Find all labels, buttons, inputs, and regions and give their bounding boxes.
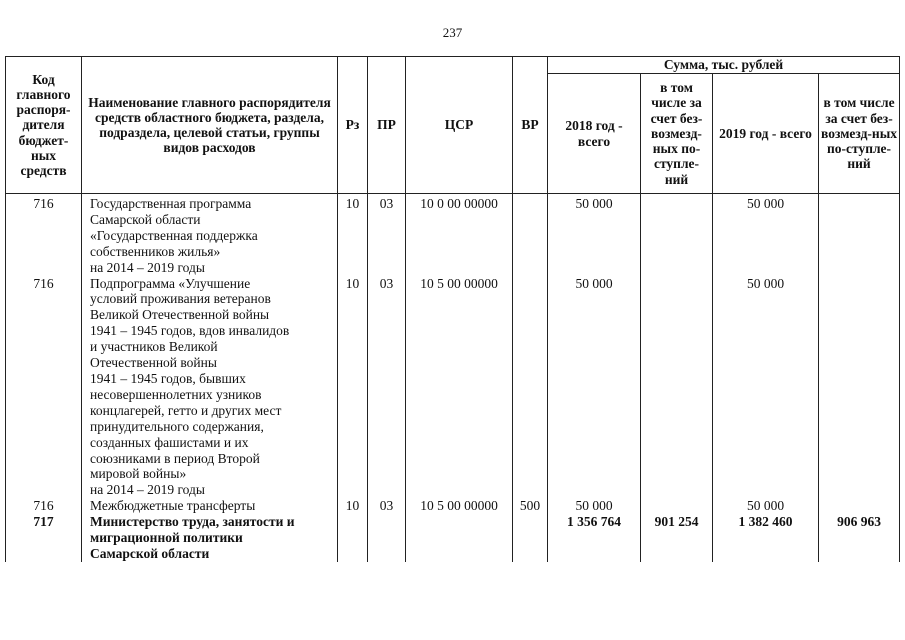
table-header xyxy=(6,57,900,194)
cell-2018-gratis xyxy=(641,194,713,276)
cell-pr: 03 xyxy=(368,498,406,514)
cell-2018-total: 50 000 xyxy=(548,276,641,499)
table-body xyxy=(6,194,900,562)
name-line: концлагерей, гетто и других мест xyxy=(90,402,282,418)
name-line: мировой войны» xyxy=(90,466,187,482)
header-2018-total: 2018 год - всего xyxy=(548,74,641,194)
name-line: на 2014 – 2019 годы xyxy=(90,482,205,498)
name-line: Самарской области xyxy=(90,211,201,227)
cell-name xyxy=(82,276,338,499)
page-number: 237 xyxy=(442,25,463,40)
cell-csr xyxy=(406,514,513,562)
cell-2018-gratis: 901 254 xyxy=(641,514,713,562)
name-line: Государственная программа xyxy=(90,196,252,211)
cell-2019-gratis xyxy=(819,194,900,276)
cell-name xyxy=(82,498,338,514)
cell-code: 716 xyxy=(6,194,82,276)
header-sum-group: Сумма, тыс. рублей xyxy=(548,57,900,74)
header-rz: Рз xyxy=(338,57,368,194)
cell-vr xyxy=(513,276,548,499)
name-line: условий проживания ветеранов xyxy=(90,291,271,307)
header-csr: ЦСР xyxy=(406,57,513,194)
cell-rz: 10 xyxy=(338,276,368,499)
cell-2018-total: 50 000 xyxy=(548,498,641,514)
table-row xyxy=(6,514,900,562)
cell-pr xyxy=(368,514,406,562)
cell-rz xyxy=(338,514,368,562)
name-line: «Государственная поддержка xyxy=(90,227,258,243)
header-2019-total: 2019 год - всего xyxy=(713,74,819,194)
name-line: и участников Великой xyxy=(90,339,218,355)
cell-2018-total: 1 356 764 xyxy=(548,514,641,562)
budget-table xyxy=(5,56,900,562)
header-pr: ПР xyxy=(368,57,406,194)
table-row xyxy=(6,276,900,499)
cell-code: 716 xyxy=(6,498,82,514)
table-row xyxy=(6,194,900,276)
name-line: Великой Отечественной войны xyxy=(90,307,270,323)
cell-2018-gratis xyxy=(641,276,713,499)
header-name: Наименование главного распорядителя средств областного бюджета, раздела, подраздела, целевой статьи, группы видов расходов xyxy=(82,57,338,194)
cell-2018-total: 50 000 xyxy=(548,194,641,276)
cell-code: 717 xyxy=(6,514,82,562)
name-line: союзниками в период Второй xyxy=(90,450,260,466)
name-line: Подпрограмма «Улучшение xyxy=(90,275,251,291)
name-line: 1941 – 1945 годов, вдов инвалидов xyxy=(90,323,290,339)
header-2019-gratis: в том числе за счет без-возмезд-ных по-ступле-ний xyxy=(819,74,900,194)
cell-rz: 10 xyxy=(338,194,368,276)
cell-name xyxy=(82,194,338,276)
cell-2019-total: 50 000 xyxy=(713,498,819,514)
name-line: Межбюджетные трансферты xyxy=(90,498,256,514)
name-line: Самарской области xyxy=(90,545,210,561)
cell-2019-gratis xyxy=(819,498,900,514)
cell-2019-gratis xyxy=(819,276,900,499)
name-line: Отечественной войны xyxy=(90,355,217,371)
cell-pr: 03 xyxy=(368,276,406,499)
cell-pr: 03 xyxy=(368,194,406,276)
cell-rz: 10 xyxy=(338,498,368,514)
name-line: несовершеннолетних узников xyxy=(90,386,262,402)
name-line: созданных фашистами и их xyxy=(90,434,249,450)
cell-code: 716 xyxy=(6,276,82,499)
cell-csr: 10 0 00 00000 xyxy=(406,194,513,276)
name-line: Министерство труда, занятости и xyxy=(90,514,295,530)
header-vr: ВР xyxy=(513,57,548,194)
name-line: на 2014 – 2019 годы xyxy=(90,259,205,275)
cell-2019-total: 50 000 xyxy=(713,194,819,276)
cell-vr xyxy=(513,514,548,562)
cell-2019-total: 50 000 xyxy=(713,276,819,499)
header-code: Код главного распоря-дителя бюджет-ных средств xyxy=(6,57,82,194)
header-2018-gratis: в том числе за счет без-возмезд-ных по-ступле-ний xyxy=(641,74,713,194)
name-line: принудительного содержания, xyxy=(90,418,264,434)
cell-vr: 500 xyxy=(513,498,548,514)
cell-csr: 10 5 00 00000 xyxy=(406,498,513,514)
cell-name xyxy=(82,514,338,562)
cell-2019-gratis: 906 963 xyxy=(819,514,900,562)
name-line: собственников жилья» xyxy=(90,243,221,259)
cell-2018-gratis xyxy=(641,498,713,514)
name-line: 1941 – 1945 годов, бывших xyxy=(90,370,246,386)
name-line: миграционной политики xyxy=(90,530,243,546)
table-row xyxy=(6,498,900,514)
cell-csr: 10 5 00 00000 xyxy=(406,276,513,499)
cell-2019-total: 1 382 460 xyxy=(713,514,819,562)
cell-vr xyxy=(513,194,548,276)
